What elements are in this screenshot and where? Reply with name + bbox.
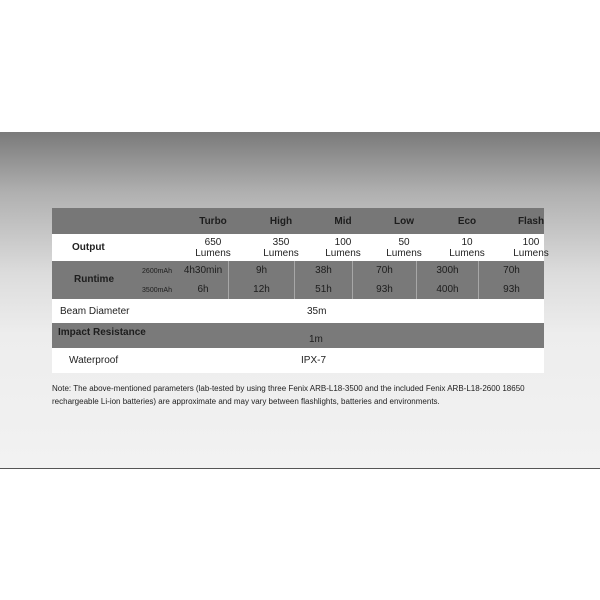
output-low-unit: Lumens [386,247,422,259]
beam-diameter-value: 35m [307,305,327,317]
runtime-low-3500: 93h [376,284,393,295]
waterproof-row [52,348,544,373]
output-turbo-unit: Lumens [195,247,231,259]
output-high [248,237,314,259]
output-eco [436,237,498,259]
runtime-mid-3500: 51h [315,284,332,295]
output-label: Output [72,242,105,253]
spec-table [52,208,549,373]
runtime-turbo-3500: 6h [197,284,209,295]
output-flash-unit: Lumens [513,247,549,259]
output-low [372,237,436,259]
header-mid: Mid [334,215,352,227]
header-high: High [269,215,293,227]
runtime-high [229,261,294,299]
footnote-line-1: Note: The above-mentioned parameters (lab-tested by using three Fenix ARB-L18-3500 and the included Fenix ARB-L18-2600 18650 [52,384,525,393]
runtime-eco-2600: 300h [436,265,459,276]
output-row [52,234,549,261]
runtime-label: Runtime [74,274,114,285]
impact-resistance-value: 1m [309,334,323,345]
output-mid-unit: Lumens [325,247,361,259]
runtime-low-2600: 70h [376,265,393,276]
impact-resistance-label: Impact Resistance [58,327,146,338]
runtime-high-3500: 12h [253,284,270,295]
header-low: Low [394,215,414,227]
output-turbo-value: 650 [204,236,222,248]
runtime-low [353,261,416,299]
runtime-mid-2600: 38h [315,265,332,276]
runtime-flash [479,261,544,299]
runtime-eco-3500: 400h [436,284,459,295]
runtime-row [52,261,544,299]
runtime-eco [417,261,478,299]
output-eco-value: 10 [461,236,473,248]
output-high-unit: Lumens [263,247,299,259]
header-flash: Flash [517,215,545,227]
runtime-high-2600: 9h [255,265,268,276]
runtime-mid [295,261,352,299]
beam-diameter-label: Beam Diameter [60,305,130,317]
header-row [52,208,544,234]
header-turbo: Turbo [199,215,227,227]
output-mid [314,237,372,259]
waterproof-value: IPX-7 [301,355,327,366]
runtime-turbo [178,261,228,299]
output-mid-value: 100 [334,236,352,248]
runtime-flash-3500: 93h [503,284,520,295]
output-eco-unit: Lumens [449,247,485,259]
output-low-value: 50 [398,236,410,248]
footnote-line-2: rechargeable Li-ion batteries) are approximate and may vary between flashlights, batteries and environments. [52,397,440,406]
impact-resistance-row [52,323,544,348]
footnote [52,382,552,408]
runtime-turbo-2600: 4h30min [183,265,223,276]
runtime-flash-2600: 70h [503,265,520,276]
output-high-value: 350 [272,236,290,248]
output-turbo [178,237,248,259]
capacity-3500-label: 3500mAh [142,287,172,294]
waterproof-label: Waterproof [69,355,119,366]
capacity-2600-label: 2600mAh [142,268,172,275]
beam-diameter-row [52,299,544,323]
runtime-label-cell [52,261,178,299]
output-flash [498,237,564,259]
header-eco: Eco [457,215,477,227]
output-flash-value: 100 [522,236,540,248]
